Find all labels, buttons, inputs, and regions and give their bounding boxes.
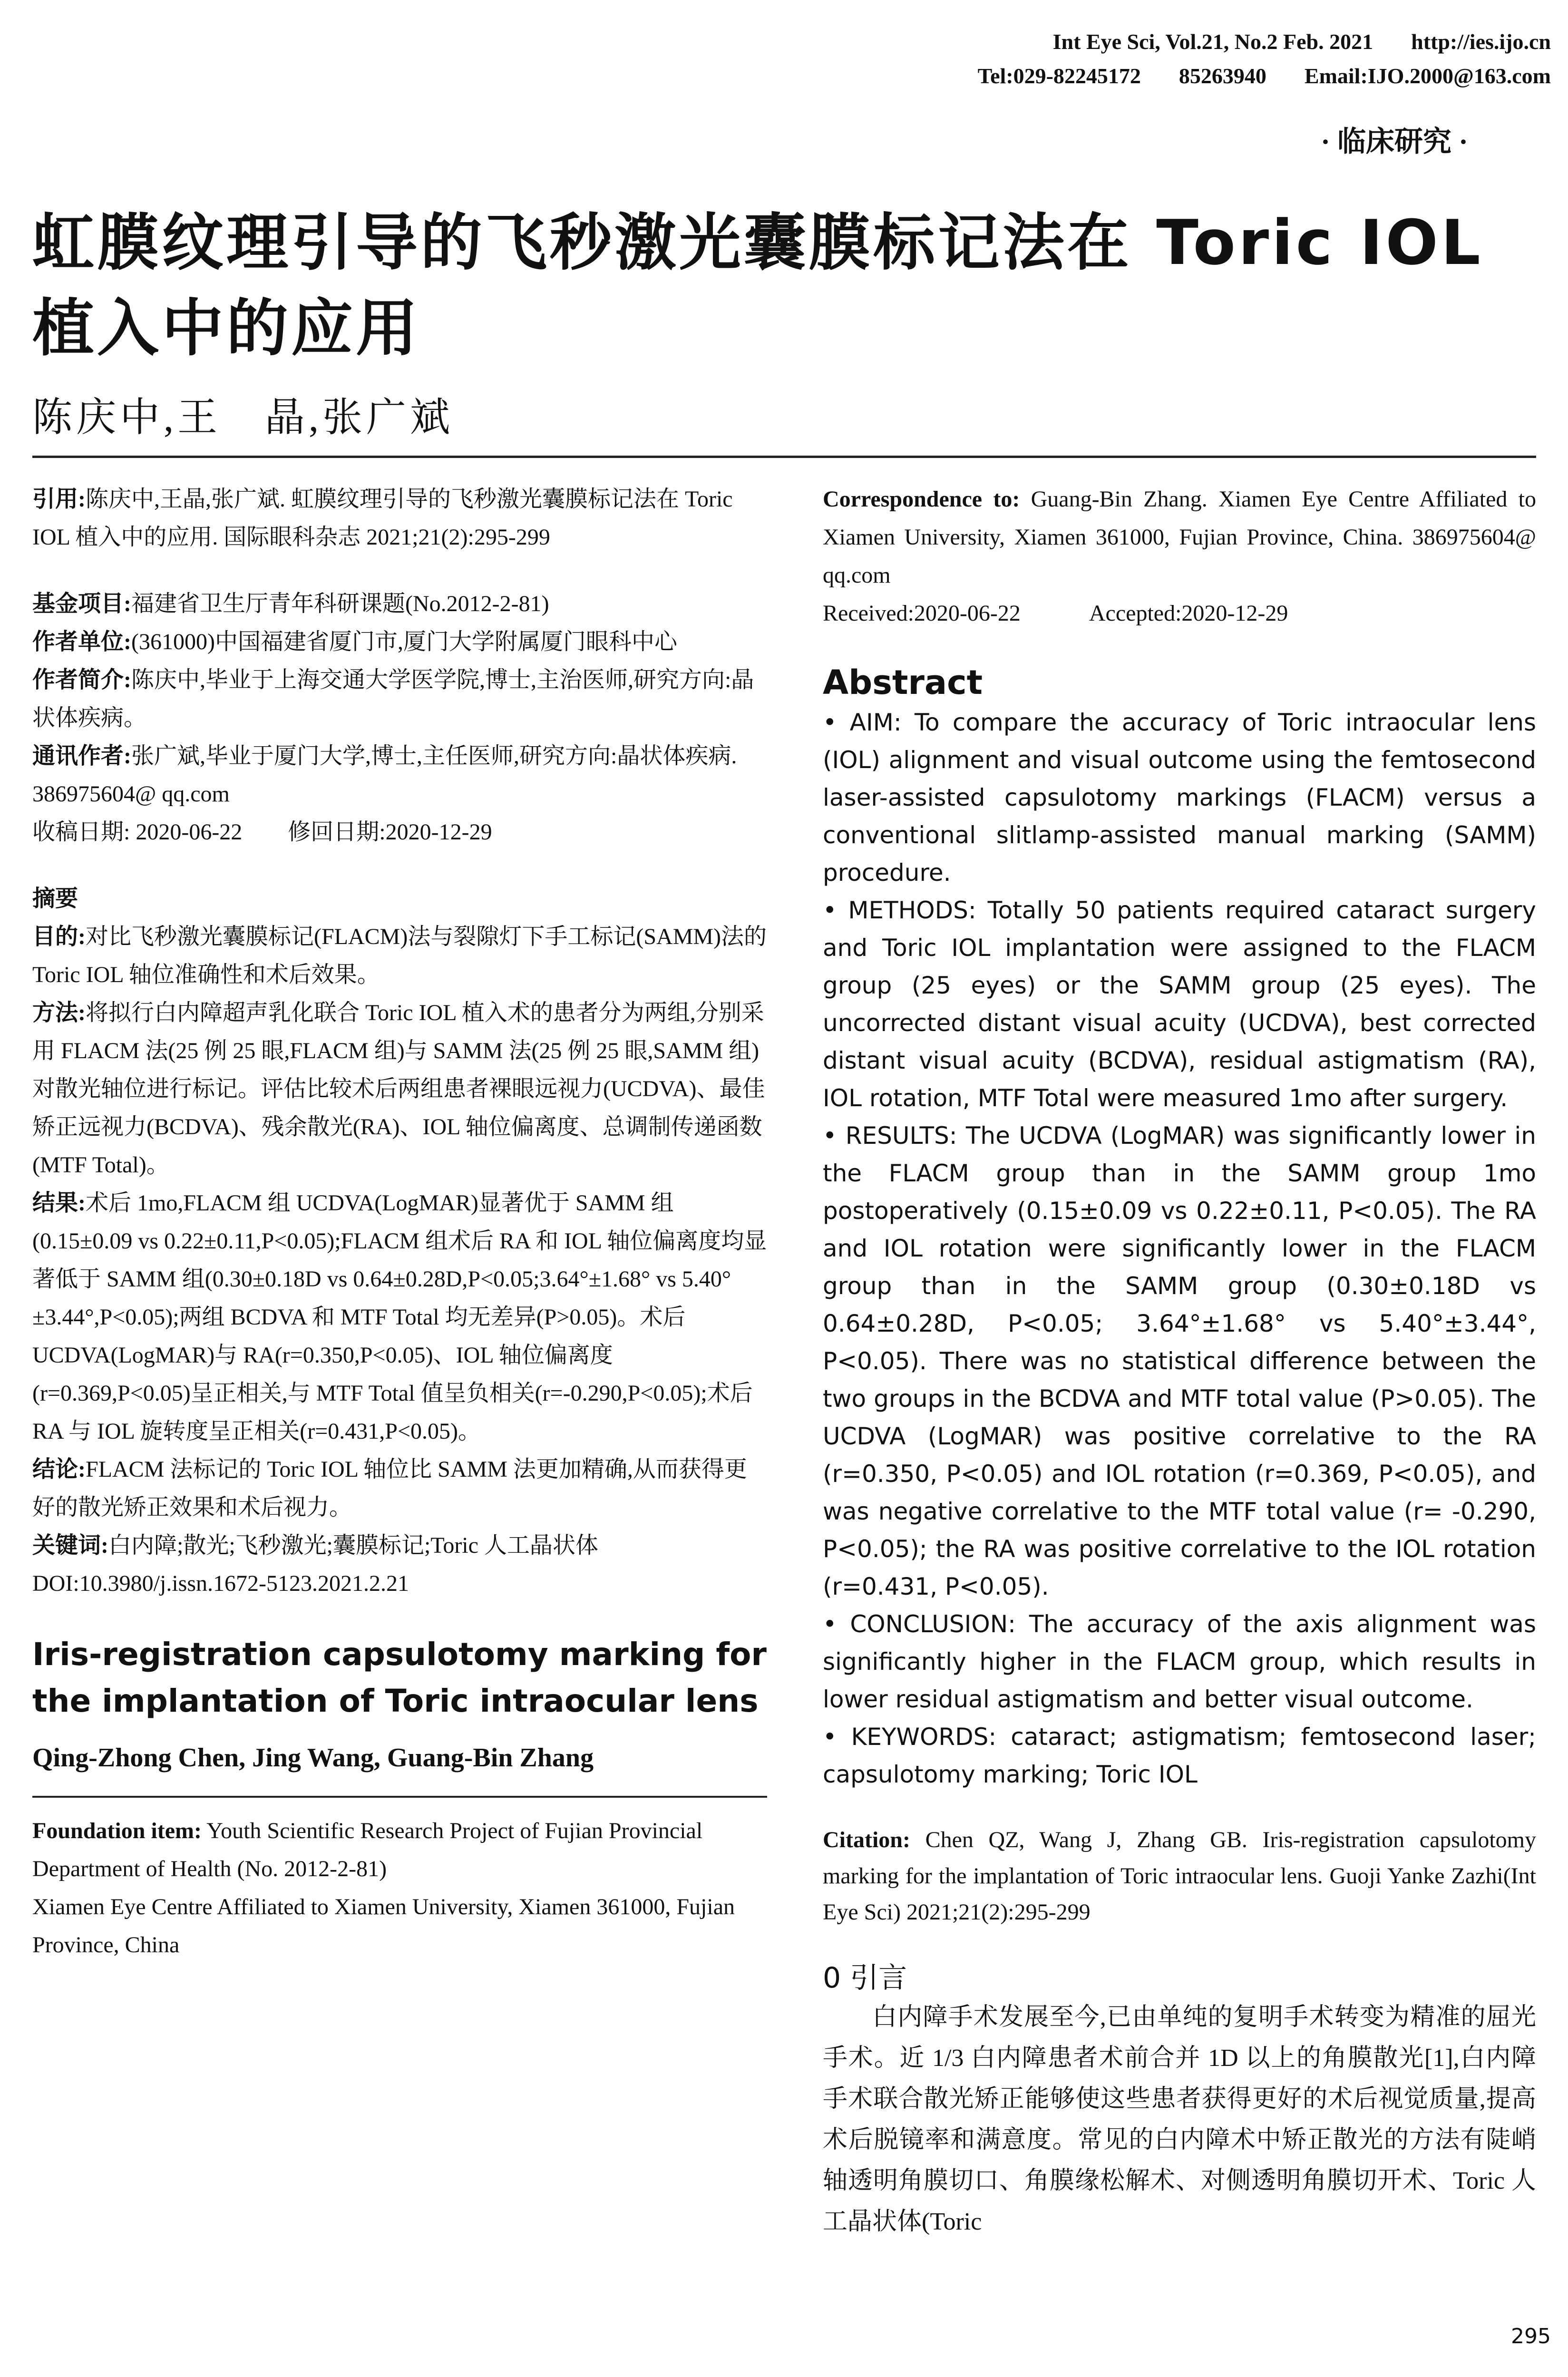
affiliation-en: Xiamen Eye Centre Affiliated to Xiamen University, Xiamen 361000, Fujian Province, China bbox=[32, 1894, 735, 1958]
right-column bbox=[823, 480, 1536, 2242]
citation-en: Citation: Chen QZ, Wang J, Zhang GB. Iris-registration capsulotomy marking for the implantation of Toric intraocular lens. Guoji Yanke Zazhi(Int Eye Sci) 2021;21(2):295-299 bbox=[823, 1827, 1536, 1925]
methods-en: • METHODS: Totally 50 patients required cataract surgery and Toric IOL implantation were assigned to the FLACM group (25 eyes) or the SAMM group (25 eyes). The uncorrected distant visual acuity (UCDVA), best corrected distant visual acuity (BCDVA), residual astigmatism (RA), IOL rotation, MTF Total were measured 1mo after surgery. bbox=[823, 896, 1536, 1112]
dates-cn: 收稿日期: 2020-06-22 修回日期:2020-12-29 bbox=[32, 819, 492, 845]
divider bbox=[32, 1796, 767, 1798]
section-tag: · 临床研究 · bbox=[1320, 126, 1468, 157]
page-title: 虹膜纹理引导的飞秒激光囊膜标记法在 Toric IOL 植入中的应用 bbox=[32, 206, 1483, 364]
results-en: • RESULTS: The UCDVA (LogMAR) was significantly lower in the FLACM group than in the SAMM group 1mo postoperatively (0.15±0.09 vs 0.22±0.11, P<0.05). The RA and IOL rotation were significantly lower in the FLACM group than in the SAMM group (0.30±0.18D vs 0.64±0.28D, P<0.05; 3.64°±1.68° vs 5.40°±3.44°, P<0.05). There was no statistical difference between the two groups in the BCDVA and MTF total value (P>0.05). The UCDVA (LogMAR) was positive correlative to the RA (r=0.350, P<0.05) and IOL rotation (r=0.369, P<0.05), and was negative correlative to the MTF total value (r= -0.290, P<0.05); the RA was positive correlative to the IOL rotation (r=0.431, P<0.05). bbox=[823, 1122, 1536, 1600]
fund-cn: 基金项目:福建省卫生厅青年科研课题(No.2012-2-81) bbox=[32, 591, 549, 616]
authors-cn: 陈庆中,王 晶,张广斌 bbox=[32, 396, 454, 440]
journal-info: Int Eye Sci, Vol.21, No.2 Feb. 2021 bbox=[1052, 29, 1373, 54]
citation-cn: 引用:陈庆中,王晶,张广斌. 虹膜纹理引导的飞秒激光囊膜标记法在 Toric IOL 植入中的应用. 国际眼科杂志 2021;21(2):295-299 bbox=[32, 487, 733, 550]
journal-email[interactable]: Email:IJO.2000@163.com bbox=[1304, 64, 1551, 88]
author-intro-cn: 作者简介:陈庆中,毕业于上海交通大学医学院,博士,主治医师,研究方向:晶状体疾病。 bbox=[32, 667, 754, 731]
intro-heading: 0 引言 bbox=[823, 1961, 907, 1995]
conclusion-cn: 结论:FLACM 法标记的 Toric IOL 轴位比 SAMM 法更加精确,从而获得更好的散光矫正效果和术后视力。 bbox=[32, 1457, 747, 1520]
english-authors: Qing-Zhong Chen, Jing Wang, Guang-Bin Zhang bbox=[32, 1743, 594, 1773]
keywords-en: • KEYWORDS: cataract; astigmatism; femtosecond laser; capsulotomy marking; Toric IOL bbox=[823, 1723, 1536, 1788]
doi[interactable]: DOI:10.3980/j.issn.1672-5123.2021.2.21 bbox=[32, 1571, 409, 1596]
journal-url[interactable]: http://ies.ijo.cn bbox=[1411, 29, 1551, 54]
correspondence-en: Correspondence to: Guang-Bin Zhang. Xiamen Eye Centre Affiliated to Xiamen University, Xiamen 361000, Fujian Province, China. 386975604@ qq.com bbox=[823, 487, 1537, 588]
abstract-en bbox=[823, 704, 1536, 1793]
keywords-cn: 关键词:白内障;散光;飞秒激光;囊膜标记;Toric 人工晶状体 bbox=[32, 1533, 598, 1558]
journal-header bbox=[940, 25, 1551, 93]
abstract-head-en: Abstract bbox=[823, 663, 983, 702]
divider bbox=[32, 456, 1536, 458]
dates-en: Received:2020-06-22 Accepted:2020-12-29 bbox=[823, 601, 1288, 626]
unit-cn: 作者单位:(361000)中国福建省厦门市,厦门大学附属厦门眼科中心 bbox=[32, 629, 677, 654]
aim-cn: 目的:对比飞秒激光囊膜标记(FLACM)法与裂隙灯下手工标记(SAMM)法的 Toric IOL 轴位准确性和术后效果。 bbox=[32, 924, 767, 987]
intro-paragraph: 白内障手术发展至今,已由单纯的复明手术转变为精准的屈光手术。近 1/3 白内障患者术前合并 1D 以上的角膜散光[1],白内障手术联合散光矫正能够使这些患者获得更好的术后视觉质量,提高术后脱镜率和满意度。常见的白内障术中矫正散光的方法有陡峭轴透明角膜切口、角膜缘松解术、对侧透明角膜切开术、Toric 人工晶状体(Toric bbox=[823, 2004, 1536, 2235]
page-number: 295 bbox=[1511, 2324, 1551, 2348]
abstract-head-cn: 摘要 bbox=[32, 886, 78, 911]
journal-tel2: 85263940 bbox=[1178, 64, 1266, 88]
left-column bbox=[32, 480, 767, 1964]
aim-en: • AIM: To compare the accuracy of Toric intraocular lens (IOL) alignment and visual outcome using the femtosecond laser-assisted capsulotomy markings (FLACM) versus a conventional slitlamp-assisted manual marking (SAMM) procedure. bbox=[823, 709, 1536, 887]
foundation-en: Foundation item: Youth Scientific Research Project of Fujian Provincial Department of Health (No. 2012-2-81) bbox=[32, 1818, 703, 1881]
results-cn: 结果:术后 1mo,FLACM 组 UCDVA(LogMAR)显著优于 SAMM 组(0.15±0.09 vs 0.22±0.11,P<0.05);FLACM 组术后 RA 和 IOL 轴位偏离度均显著低于 SAMM 组(0.30±0.18D vs 0.64±0.28D,P<0.05;3.64°±1.68° vs 5.40°±3.44°,P<0.05);两组 BCDVA 和 MTF Total 均无差异(P>0.05)。术后 UCDVA(LogMAR)与 RA(r=0.350,P<0.05)、IOL 轴位偏离度(r=0.369,P<0.05)呈正相关,与 MTF Total 值呈负相关(r=-0.290,P<0.05);术后 RA 与 IOL 旋转度呈正相关(r=0.431,P<0.05)。 bbox=[32, 1190, 767, 1444]
conclusion-en: • CONCLUSION: The accuracy of the axis alignment was significantly higher in the FLACM group, which results in lower residual astigmatism and better visual outcome. bbox=[823, 1610, 1536, 1713]
methods-cn: 方法:将拟行白内障超声乳化联合 Toric IOL 植入术的患者分为两组,分别采用 FLACM 法(25 例 25 眼,FLACM 组)与 SAMM 法(25 例 25 眼,SAMM 组)对散光轴位进行标记。评估比较术后两组患者裸眼远视力(UCDVA)、最佳矫正远视力(BCDVA)、残余散光(RA)、IOL 轴位偏离度、总调制传递函数(MTF Total)。 bbox=[32, 1000, 765, 1178]
corr-cn: 通讯作者:张广斌,毕业于厦门大学,博士,主任医师,研究方向:晶状体疾病. 386975604@ qq.com bbox=[32, 743, 737, 807]
journal-tel: Tel:029-82245172 bbox=[977, 64, 1141, 88]
english-title: Iris-registration capsulotomy marking for the implantation of Toric intraocular lens bbox=[32, 1636, 767, 1719]
